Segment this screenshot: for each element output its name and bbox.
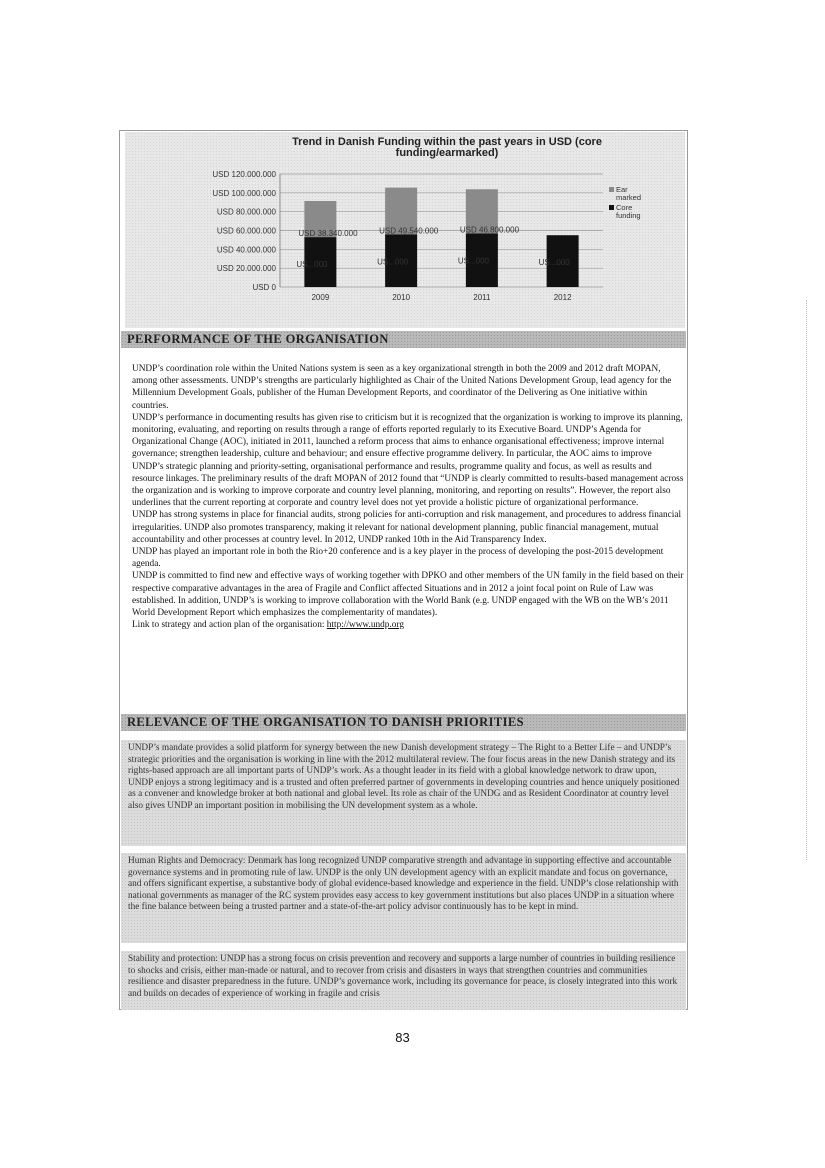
performance-text [132, 363, 684, 631]
bar-data-label: US...000 [296, 260, 328, 270]
legend-label: funding [616, 211, 641, 220]
y-tick-label: USD 0 [252, 283, 276, 292]
bar-data-label: US...000 [538, 258, 570, 268]
strategy-link-prefix: Link to strategy and action plan of the organisation: [132, 620, 327, 631]
bar-data-label: US...000 [377, 257, 409, 267]
funding-chart-svg [125, 132, 685, 328]
bar-data-label: USD 49.540.000 [379, 226, 439, 236]
legend-label: Ear [616, 185, 628, 194]
y-tick-label: USD 60.000.000 [216, 226, 276, 236]
relevance-heading: RELEVANCE OF THE ORGANISATION TO DANISH PRIORITIES [121, 714, 686, 731]
relevance-block-3 [121, 951, 686, 1010]
undp-link[interactable]: http://www.undp.org [326, 620, 404, 631]
relevance-paragraph-1: UNDP’s mandate provides a solid platform for synergy between the new Danish development strategy – The Right to a Better Life – and UNDP’s strategic priorities and the organisation is working in line with the 2012 multilateral review. The four focus areas in the new Danish strategy and its rights-based approach are all important parts of UNDP’s work. As a thought leader in its field with a global knowledge network to draw upon, UNDP enjoys a strong legitimacy and is a trusted and often preferred partner of governments in developing countries and hence uniquely positioned as a convener and knowledge broker at both national and global level. Its role as chair of the UNDG and as Resident Coordinator at country level also gives UNDP an important position in mobilising the UN development system as a whole. [128, 743, 680, 811]
x-tick-label: 2009 [311, 293, 330, 302]
y-tick-label: USD 20.000.000 [216, 264, 276, 274]
performance-paragraph-5: UNDP is committed to find new and effective ways of working together with DPKO and other members of the UN family in the field based on their respective comparative advantages in the area of Fragile and Conflict affected Situations and in 2012 a joint focal point on Rule of Law was established. In addition, UNDP’s is working to improve collaboration with the World Bank (e.g. UNDP engaged with the WB on the WB’s 2011 World Development Report which emphasizes the complementarity of mandates). [132, 571, 684, 619]
page-number: 83 [395, 1030, 410, 1045]
strategy-link-line [132, 619, 684, 631]
relevance-paragraph-3: Stability and protection: UNDP has a strong focus on crisis prevention and recovery and supports a large number of countries in building resilience to shocks and crisis, either man-made or natural, and to recover from crisis and disasters in ways that strengthen countries and communities resilience and disaster preparedness in the future. UNDP’s governance work, including its governance for peace, is closely integrated into this work and builds on decades of experience of working in fragile and crisis [128, 954, 678, 999]
relevance-block-1 [121, 740, 686, 846]
bar-data-label: USD 38.340.000 [298, 229, 358, 239]
legend-label: Core [616, 203, 633, 212]
y-tick-label: USD 100.000.000 [212, 188, 276, 198]
performance-paragraph-2: UNDP’s performance in documenting results has given rise to criticism but it is recognized that the organization is working to improve its planning, monitoring, evaluating, and reporting on results through a range of efforts reported regularly to its Executive Board. UNDP’s Agenda for Organizational Change (AOC), initiated in 2011, launched a reform process that aims to enhance organisational effectiveness; improve internal governance; strengthen leadership, culture and behaviour; and ensure effective programme delivery. In particular, the AOC aims to improve UNDP’s strategic planning and priority-setting, organisational performance and results, programme quality and focus, as well as results and resource linkages. The preliminary results of the draft MOPAN of 2012 found that “UNDP is clearly committed to results-based management across the organization and is working to improve corporate and country level planning, monitoring, and reporting on results”. However, the report also underlines that the current reporting at corporate and country level does not yet provide a holistic picture of organizational performance. [132, 412, 684, 509]
chart-title-line-1: Trend in Danish Funding within the past years in USD (core [292, 136, 602, 148]
legend-label: marked [616, 193, 642, 202]
legend-swatch [609, 205, 614, 210]
performance-heading: PERFORMANCE OF THE ORGANISATION [121, 331, 686, 348]
x-tick-label: 2010 [392, 293, 411, 302]
performance-paragraph-3: UNDP has strong systems in place for financial audits, strong policies for anti-corruption and risk management, and procedures to address financial irregularities. UNDP also promotes transparency, making it relevant for national development planning, public financial management, mutual accountability and other processes at country level. In 2012, UNDP ranked 10th in the Aid Transparency Index. [132, 510, 682, 545]
performance-paragraph-4: UNDP has played an important role in both the Rio+20 conference and is a key player in the process of developing the post-2015 development agenda. [132, 547, 664, 570]
legend-swatch [609, 187, 614, 192]
relevance-paragraph-2: Human Rights and Democracy: Denmark has long recognized UNDP comparative strength and advantage in supporting effective and accountable governance systems and in promoting rule of law. UNDP is the only UN development agency with an explicit mandate and focus on governance, and offers significant expertise, a substantive body of global evidence-based knowledge and experience in the field. UNDP’s close relationship with national governments as manager of the RC system provides easy access to key government institutions but also places UNDP in a situation where the fine balance between being a trusted partner and a state-of-the-art policy advisor continuously has to be kept in mind. [128, 856, 679, 913]
y-tick-label: USD 80.000.000 [216, 207, 276, 217]
bar-data-label: US...000 [457, 256, 490, 266]
funding-chart [125, 132, 685, 328]
x-tick-label: 2012 [553, 293, 572, 302]
page-edge-line [806, 300, 808, 860]
performance-paragraph-1: UNDP’s coordination role within the United Nations system is seen as a key organizational strength in both the 2009 and 2012 draft MOPAN, among other assessments. UNDP’s strengths are particularly highlighted as Chair of the United Nations Development Group, lead agency for the Millennium Development Goals, publisher of the Human Development Reports, and coordinator of the Delivering as One initiative within countries. [132, 364, 672, 411]
bar-data-label: USD 46.800.000 [459, 225, 520, 235]
relevance-block-2 [121, 853, 686, 943]
chart-title-line-2: funding/earmarked) [395, 147, 499, 159]
x-tick-label: 2011 [473, 293, 491, 302]
y-tick-label: USD 120.000.000 [212, 170, 276, 179]
y-tick-label: USD 40.000.000 [216, 245, 276, 255]
